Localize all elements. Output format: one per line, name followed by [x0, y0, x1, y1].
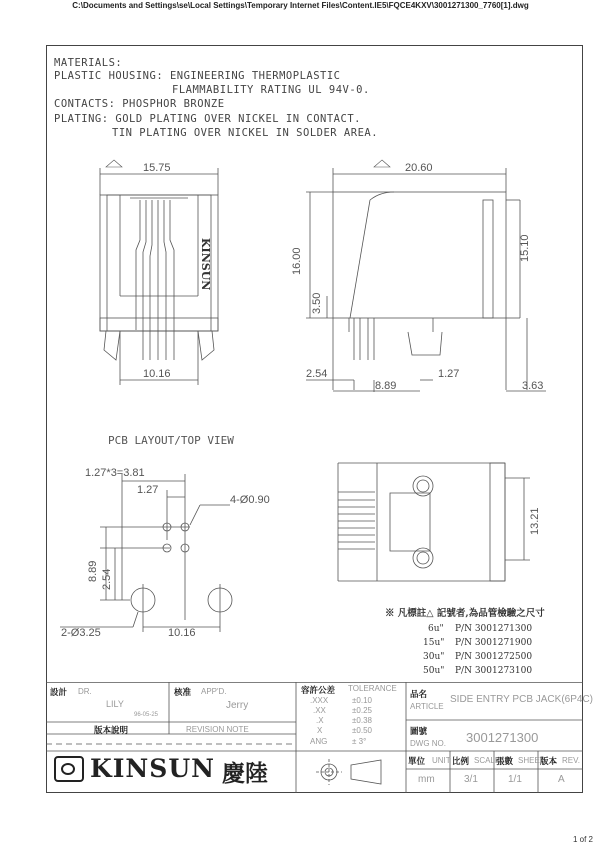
tol-val-1: ±0.10: [352, 696, 372, 705]
plating-15u: 15u": [423, 638, 445, 648]
tol-key-4: X: [317, 726, 323, 735]
pcb-layout: [60, 474, 232, 632]
pn-30u: P/N 3001272500: [455, 652, 533, 662]
unit-label: 單位: [408, 757, 426, 767]
article-value: SIDE ENTRY PCB JACK(6P4C): [450, 694, 594, 705]
pcb-holes-dim: 4-Ø0.90: [230, 494, 270, 506]
bottom-dim: 13.21: [529, 507, 541, 535]
rev-value: A: [558, 774, 565, 785]
side-width-dim: 20.60: [405, 162, 433, 174]
bottom-view: [338, 463, 530, 581]
unit-label-en: UNIT: [432, 756, 451, 765]
rev-label: 版本: [540, 757, 558, 767]
designer-name: LILY: [106, 699, 124, 709]
side-base-dim: 3.50: [311, 292, 323, 314]
dwg-label: 圖號: [410, 727, 428, 737]
kinsun-logo-icon: [54, 756, 84, 782]
pcb-title: PCB LAYOUT/TOP VIEW: [108, 434, 234, 447]
side-height-dim: 16.00: [291, 247, 303, 275]
tol-val-4: ±0.50: [352, 726, 372, 735]
scale-label-en: SCALE: [474, 756, 501, 765]
scale-value: 3/1: [464, 774, 478, 785]
front-width-dim: 15.75: [143, 162, 171, 174]
plating-50u: 50u": [423, 666, 445, 676]
pcb-bigholes-dim: 2-Ø3.25: [61, 627, 101, 639]
scale-label: 比例: [452, 757, 470, 767]
tol-val-2: ±0.25: [352, 706, 372, 715]
rev-label-en: REV.: [562, 756, 580, 765]
inspection-note: ※ 凡標註△ 記號者,為品管檢驗之尺寸: [385, 608, 545, 619]
side-d3-dim: 1.27: [438, 368, 460, 380]
side-d4-dim: 3.63: [522, 380, 544, 392]
designer-label-en: DR.: [78, 687, 92, 696]
pcb-pitch-dim: 10.16: [168, 627, 196, 639]
pcb-v2-dim: 2.54: [101, 568, 113, 590]
note-housing: PLASTIC HOUSING: ENGINEERING THERMOPLASTIC: [54, 70, 341, 82]
side-height2-dim: 15.10: [519, 234, 531, 262]
article-label: 品名: [410, 690, 428, 700]
front-brand: KINSUN: [199, 238, 212, 291]
company-name: KINSUN: [90, 754, 215, 783]
pcb-d1-dim: 1.27*3=3.81: [85, 467, 145, 479]
side-d2-dim: 8.89: [375, 380, 397, 392]
approver-name: Jerry: [226, 700, 249, 711]
tolerance-label-en: TOLERANCE: [348, 684, 397, 693]
side-d1-dim: 2.54: [306, 368, 328, 380]
dwg-label-en: DWG NO.: [410, 739, 446, 748]
pn-15u: P/N 3001271900: [455, 638, 533, 648]
article-label-en: ARTICLE: [410, 702, 444, 711]
page-indicator: 1 of 2: [572, 835, 593, 844]
revision-label-en: REVISION NOTE: [186, 725, 249, 734]
company-name-cn: 慶陸: [222, 761, 268, 787]
tol-key-3: .X: [316, 716, 324, 725]
tol-val-5: ± 3°: [352, 737, 367, 746]
note-plating: PLATING: GOLD PLATING OVER NICKEL IN CONTACT.: [54, 113, 361, 125]
approver-label: 核准: [174, 688, 192, 698]
tol-key-1: .XXX: [310, 696, 329, 705]
front-pitch-dim: 10.16: [143, 368, 171, 380]
tol-key-5: ANG: [310, 737, 328, 746]
approver-label-en: APP'D.: [201, 687, 227, 696]
sheet-label-en: SHEET: [518, 756, 545, 765]
side-view: [306, 160, 546, 392]
tol-val-3: ±0.38: [352, 716, 372, 725]
note-flammability: FLAMMABILITY RATING UL 94V-0.: [172, 84, 370, 96]
window-path-header: C:\Documents and Settings\se\Local Settings\Temporary Internet Files\Content.IE5\FQCE4KXV\3001271300_7760[1].dwg: [72, 1, 529, 10]
title-block: [46, 682, 594, 793]
sheet-label: 張數: [496, 757, 514, 767]
tolerance-label: 容許公差: [301, 686, 336, 696]
pn-6u: P/N 3001271300: [455, 624, 533, 634]
revision-label: 版本說明: [94, 726, 129, 736]
note-tin: TIN PLATING OVER NICKEL IN SOLDER AREA.: [112, 127, 379, 139]
note-materials: MATERIALS:: [54, 57, 123, 69]
pn-50u: P/N 3001273100: [455, 666, 533, 676]
note-contacts: CONTACTS: PHOSPHOR BRONZE: [54, 98, 225, 110]
pcb-v1-dim: 8.89: [87, 560, 99, 582]
pcb-d2-dim: 1.27: [137, 484, 159, 496]
sheet-value: 1/1: [508, 774, 522, 785]
design-date: 96-05-25: [134, 712, 159, 718]
unit-value: mm: [418, 774, 435, 785]
tol-key-2: .XX: [313, 706, 326, 715]
dwg-number: 3001271300: [466, 730, 539, 745]
plating-30u: 30u": [423, 652, 445, 662]
plating-6u: 6u": [428, 624, 444, 634]
designer-label: 設計: [50, 688, 68, 698]
